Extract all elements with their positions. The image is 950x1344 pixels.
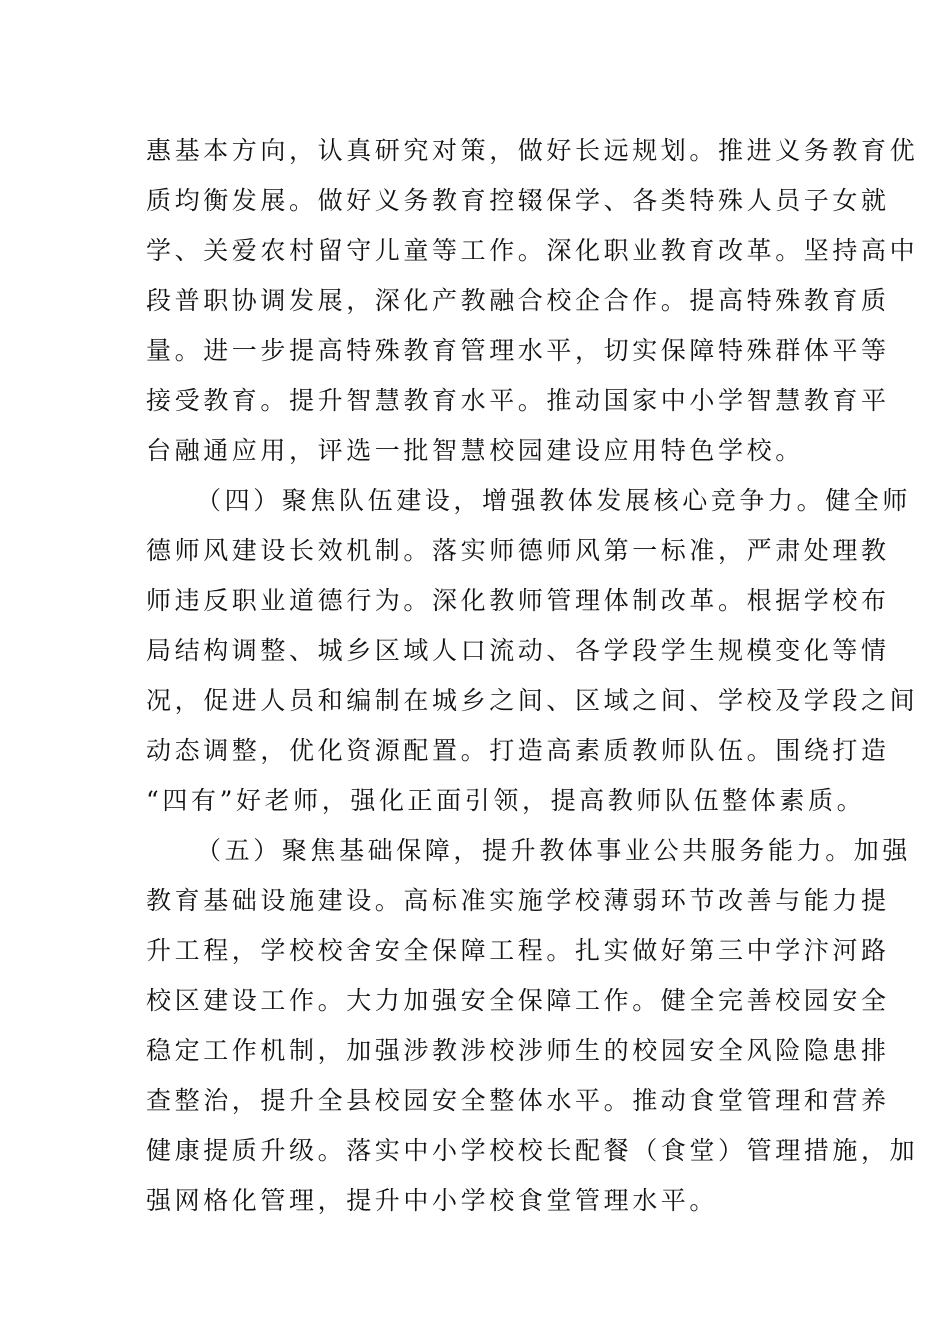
text-line: 动态调整，优化资源配置。打造高素质教师队伍。围绕打造 [146, 736, 890, 765]
text-line: 德师风建设长效机制。落实师德师风第一标准，严肃处理教 [146, 536, 890, 565]
text-line: 量。进一步提高特殊教育管理水平，切实保障特殊群体平等 [146, 336, 890, 365]
text-line: 强网格化管理，提升中小学校食堂管理水平。 [146, 1186, 719, 1215]
text-line: 接受教育。提升智慧教育水平。推动国家中小学智慧教育平 [146, 386, 890, 415]
section-heading-line: （五）聚焦基础保障，提升教体事业公共服务能力。加强 [196, 836, 912, 865]
text-line: 升工程，学校校舍安全保障工程。扎实做好第三中学汴河路 [146, 936, 890, 965]
text-line: 教育基础设施建设。高标准实施学校薄弱环节改善与能力提 [146, 886, 890, 915]
body-text [146, 126, 919, 1226]
text-line: 师违反职业道德行为。深化教师管理体制改革。根据学校布 [146, 586, 890, 615]
text-line: “四有”好老师，强化正面引领，提高教师队伍整体素质。 [146, 786, 866, 815]
section-heading-line: （四）聚焦队伍建设，增强教体发展核心竞争力。健全师 [196, 486, 912, 515]
text-line: 查整治，提升全县校园安全整体水平。推动食堂管理和营养 [146, 1086, 890, 1115]
text-line: 局结构调整、城乡区域人口流动、各学段学生规模变化等情 [146, 636, 890, 665]
text-line: 健康提质升级。落实中小学校校长配餐（食堂）管理措施，加 [146, 1136, 919, 1165]
text-line: 段普职协调发展，深化产教融合校企合作。提高特殊教育质 [146, 286, 890, 315]
text-line: 稳定工作机制，加强涉教涉校涉师生的校园安全风险隐患排 [146, 1036, 890, 1065]
text-line: 质均衡发展。做好义务教育控辍保学、各类特殊人员子女就 [146, 186, 890, 215]
text-line: 惠基本方向，认真研究对策，做好长远规划。推进义务教育优 [146, 136, 919, 165]
text-line: 况，促进人员和编制在城乡之间、区域之间、学校及学段之间 [146, 686, 919, 715]
text-line: 台融通应用，评选一批智慧校园建设应用特色学校。 [146, 436, 804, 465]
text-line: 校区建设工作。大力加强安全保障工作。健全完善校园安全 [146, 986, 890, 1015]
text-line: 学、关爱农村留守儿童等工作。深化职业教育改革。坚持高中 [146, 236, 919, 265]
